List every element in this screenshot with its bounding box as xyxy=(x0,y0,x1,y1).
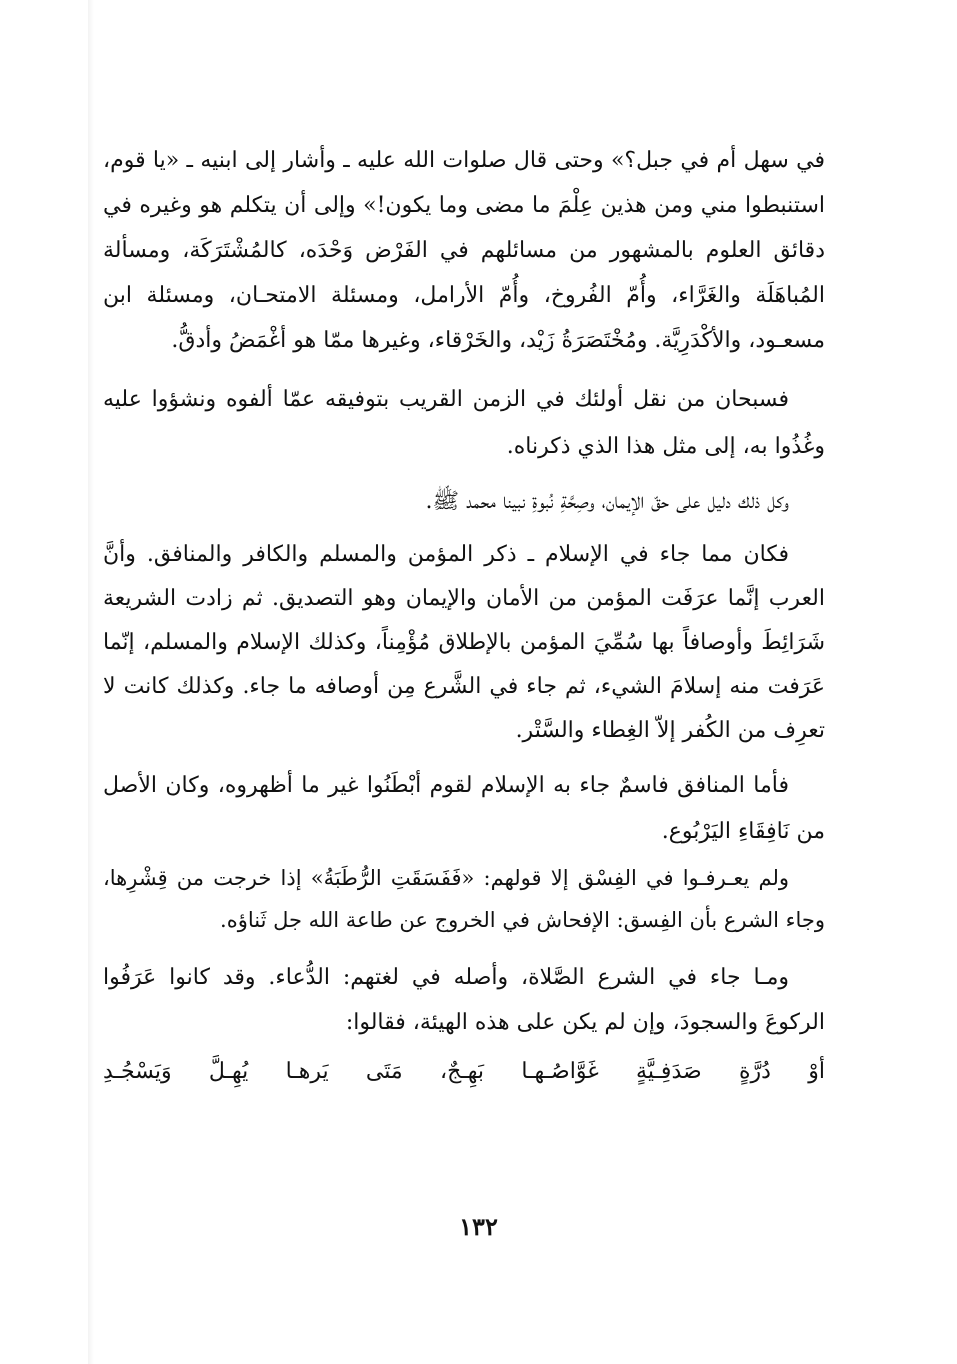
paragraph-continuation: في سهل أم في جبل؟» وحتى قال صلوات الله عليه ـ وأشار إلى ابنيه ـ «يا قوم، استنبطوا مني ومن هذين عِلْمَ ما مضى وما يكون!» وإلى أن يتكلم هو وغيره في دقائق العلوم بالمشهور من مسائلهم في الفَرْض وَحْدَه، كالمُشْتَرَكَة، ومسألة المُباهَلَة والغَرَّاء، وأُمّ الفُروخ، وأُمّ الأرامل، ومسئلة الامتحـان، ومسئلة ابن مسعـود، والأكْدَرِيَّة. ومُخْتَصَرَةُ زَيْد، والخَرْقاء، وغيرها ممّا هو أغْمَضُ وأدقُّ. xyxy=(103,148,825,353)
paragraph-salat: ومـا جاء في الشرع الصَّلاة، وأصله في لغتهم: الدُّعاء. وقد كانوا عَرَفُوا الركوعَ والسجودَ، وإن لم يكن على هذه الهيئة، فقالوا: xyxy=(103,965,825,1035)
poetry-verse: أوْ دُرَّةٍ صَدَفِـيَّةٍ غَوَّاصُـهـا بَهِـجٌ، مَتَى يَرهـا يُهِـلَّ وَيَسْجُـدِ xyxy=(103,1059,825,1084)
paragraph-dalil: وكل ذلك دليل على حقّ الإيمان، وصِحَّةِ نُبوةِ نبينا محمد ﷺ. xyxy=(425,489,789,514)
body-text xyxy=(103,138,825,1097)
paragraph-munafiq: فأما المنافق فاسمٌ جاء به الإسلام لقوم أبْطَنُوا غير ما أظهروه، وكان الأصل من نَافِقَاءِ اليَرْبُوع. xyxy=(103,773,825,844)
binding-shadow xyxy=(88,0,94,1364)
paragraph-islam: فكان مما جاء في الإسلام ـ ذكر المؤمن والمسلم والكافر والمنافق. وأنَّ العرب إنَّما عرَفَت المؤمن من الأمان والإيمان وهو التصديق. ثم زادت الشريعة شَرَائِطَ وأوصافاً بها سُمِّيَ المؤمن بالإطلاق مُؤْمِناً، وكذلك الإسلام والمسلم، إنّما عَرَفت منه إسلامَ الشيء، ثم جاء في الشَّرع مِن أوصافه ما جاء. وكذلك كانت لا تعرِف من الكُفر إلاّ الغِطاء والسَّتْر. xyxy=(103,542,826,743)
page-number: ١٣٢ xyxy=(459,1212,498,1241)
paragraph-fisq: ولم يعـرفـوا في الفِسْق إلا قولهم: «فَفَسَقَتِ الرُّطَبَةُ» إذا خرجت من قِشْرِها، وجاء الشرع بأن الفِسق: الإفحاش في الخروج عن طاعة الله جل ثَناؤه. xyxy=(103,866,825,932)
paragraph-subhan: فسبحان من نقل أولئك في الزمن القريب بتوفيقه عمّا ألفوه ونشؤوا عليه وغُذُوا به، إلى مثل هذا الذي ذكرناه. xyxy=(103,387,825,459)
